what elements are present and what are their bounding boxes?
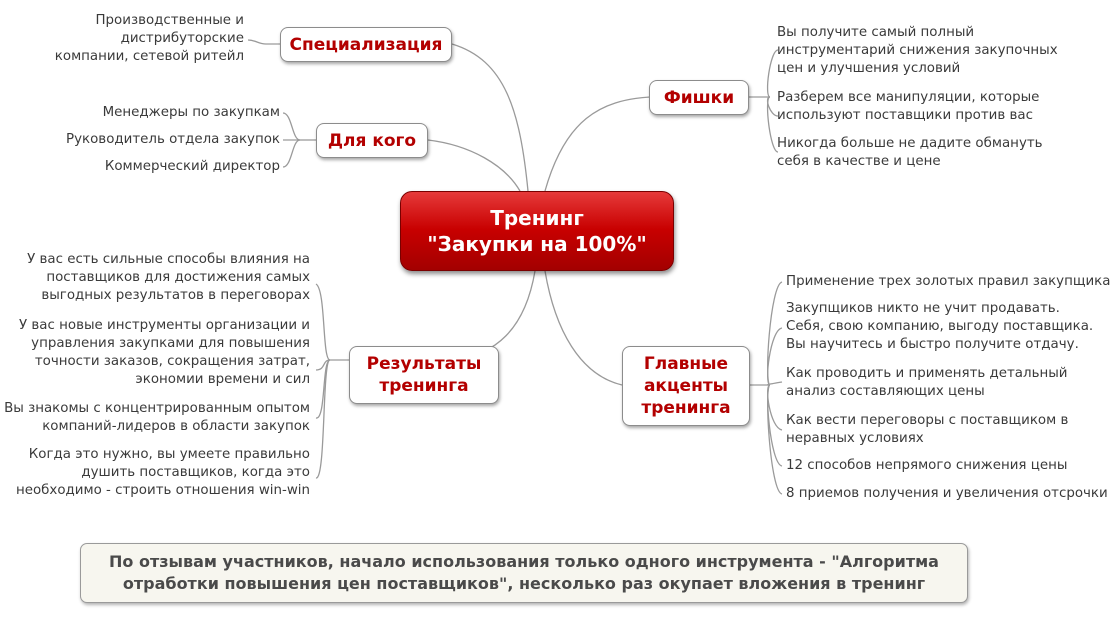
audience-item-managers: Менеджеры по закупкам — [102, 105, 280, 120]
connector-accents — [545, 271, 622, 385]
branch-specialization[interactable] — [280, 27, 452, 62]
branch-accents[interactable] — [622, 346, 750, 426]
accents-item-price-reduction: 12 способов непрямого снижения цены — [786, 458, 1068, 473]
audience-item-head: Руководитель отдела закупок — [66, 132, 280, 147]
results-item-influence: У вас есть сильные способы влияния на поставщиков для достижения самых выгодных результатов в переговорах — [27, 252, 310, 303]
testimonial-note-line2: отработки повышения цен поставщиков", несколько раз окупает вложения в тренинг — [122, 574, 926, 593]
features-item-no-deception: Никогда больше не дадите обмануть себя в качестве и цене — [777, 136, 1043, 169]
central-topic-line2: "Закупки на 100%" — [427, 232, 647, 256]
specialization-item-text: Производственные и дистрибуторские компании, сетевой ритейл — [54, 13, 244, 64]
accents-item-negotiations: Как вести переговоры с поставщиком в неравных условиях — [786, 413, 1069, 446]
branch-results-label-line2: тренинга — [379, 376, 469, 396]
features-item-toolkit: Вы получите самый полный инструментарий снижения закупочных цен и улучшения условий — [777, 25, 1058, 76]
accents-item-deferral: 8 приемов получения и увеличения отсрочки — [786, 486, 1108, 501]
branch-accents-label-line1: Главные — [643, 354, 729, 374]
results-item-experience: Вы знакомы с концентрированным опытом компаний-лидеров в области закупок — [4, 401, 310, 434]
branch-audience[interactable] — [316, 123, 428, 158]
features-item-manipulations: Разберем все манипуляции, которые используют поставщики против вас — [777, 90, 1040, 123]
results-item-win-win: Когда это нужно, вы умеете правильно душить поставщиков, когда это необходимо - строить отношения win-win — [15, 447, 310, 498]
central-topic[interactable] — [400, 191, 674, 271]
branch-audience-label: Для кого — [327, 130, 417, 151]
central-topic-line1: Тренинг — [490, 206, 584, 230]
branch-features[interactable] — [649, 80, 749, 115]
testimonial-note — [80, 543, 968, 603]
branch-results[interactable] — [349, 346, 499, 404]
branch-specialization-label: Специализация — [289, 34, 443, 55]
specialization-item — [55, 12, 244, 66]
connector-features — [545, 97, 650, 191]
branch-accents-label-line2: акценты — [643, 376, 729, 396]
results-item-tools: У вас новые инструменты организации и управления закупками для повышения точности заказов, сокращения затрат, экономии времени и сил — [18, 318, 310, 387]
connector-specialization — [452, 44, 528, 191]
testimonial-note-line1: По отзывам участников, начало использования только одного инструмента - "Алгоритма — [109, 552, 939, 571]
branch-results-label-line1: Результаты — [366, 354, 482, 374]
branch-accents-label-line3: тренинга — [641, 398, 731, 418]
connector-audience — [428, 140, 520, 191]
branch-features-label: Фишки — [663, 87, 735, 108]
accents-item-price-analysis: Как проводить и применять детальный анализ составляющих цены — [786, 366, 1068, 399]
accents-item-selling: Закупщиков никто не учит продавать. Себя, свою компанию, выгоду поставщика. Вы научитесь и быстро получите отдачу. — [786, 301, 1094, 352]
accents-item-golden-rules: Применение трех золотых правил закупщика — [786, 274, 1111, 289]
audience-item-director: Коммерческий директор — [104, 159, 280, 174]
